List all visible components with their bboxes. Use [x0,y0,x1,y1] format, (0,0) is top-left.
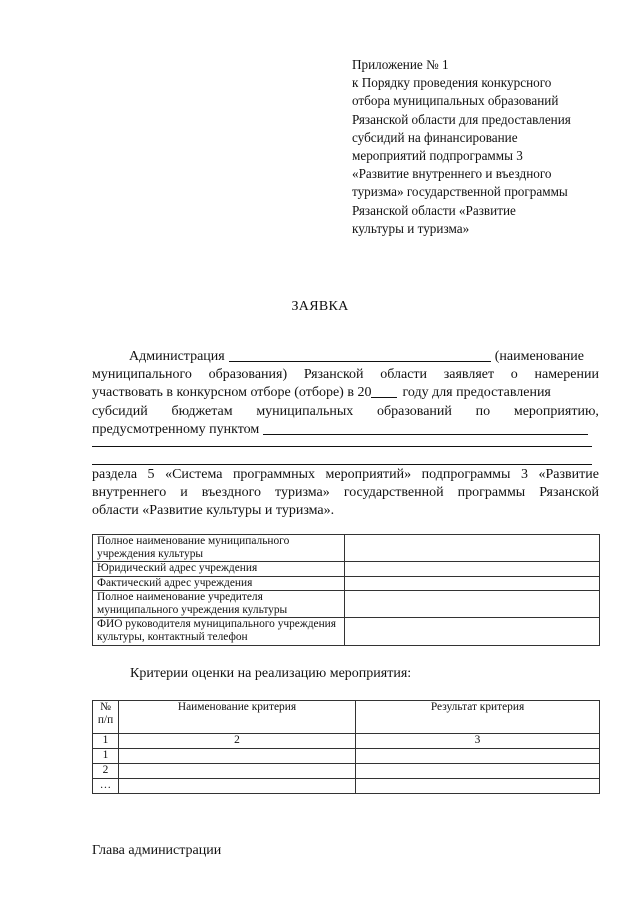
para-word: Рязанской [303,367,364,383]
para-word: программы [457,485,526,501]
para-line-5 [92,421,599,439]
para-word: субсидий [92,403,148,419]
para-line-3 [92,384,599,402]
para-line-2 [92,366,599,384]
para-word: муниципального [92,367,192,383]
para-word: муниципальных [256,403,354,419]
info-value-cell[interactable] [345,576,600,590]
para-word: туризма» [275,485,330,501]
para-text: году для предоставления [402,385,551,401]
info-value-cell[interactable] [345,618,600,645]
info-label: Полное наименование муниципального учреждения культуры [93,535,345,562]
para-word: «Система [165,467,223,482]
appendix-line: Рязанской области «Развитие [352,202,516,218]
para-word: мероприятию, [513,403,599,419]
para-word: образований [376,403,452,419]
info-label: Полное наименование учредителя муниципального учреждения культуры [93,590,345,617]
table-cell: 3 [356,734,600,749]
para-word: государственной [343,485,444,501]
blank-line[interactable] [92,446,592,447]
column-header: Результат критерия [356,701,600,734]
table-cell: 1 [93,749,119,764]
appendix-block [352,56,612,238]
table-cell[interactable] [356,779,600,794]
para-word: о [510,367,518,383]
appendix-line: Приложение № 1 [352,57,449,72]
para-text: области «Развитие культуры и туризма». [92,503,335,519]
para-word: и [180,485,188,501]
table-cell[interactable] [119,779,356,794]
table-cell[interactable] [356,749,600,764]
appendix-line: туризма» государственной программы [352,184,568,200]
municipality-blank-field[interactable] [229,348,491,362]
table-row [93,764,600,779]
clause-blank-field[interactable] [263,421,588,435]
para-line-4 [92,403,599,421]
signature-label: Глава администрации [92,843,222,858]
para-text: участвовать в конкурсном отборе (отборе) в 20 [92,385,372,401]
table-row [93,749,600,764]
para-word: въездного [201,485,261,501]
table-row [93,618,600,645]
document-title: ЗАЯВКА [291,299,349,314]
para-line-1 [92,348,599,366]
info-value-cell[interactable] [345,590,600,617]
para-line [92,502,599,520]
appendix-line: мероприятий подпрограммы 3 [352,148,523,164]
section-paragraph [92,466,599,521]
appendix-line: отбора муниципальных образований [352,93,559,109]
year-blank-field[interactable] [371,384,397,398]
column-header: Наименование критерия [119,701,356,734]
table-cell: 2 [119,734,356,749]
info-value-cell[interactable] [345,562,600,576]
table-row [93,576,600,590]
para-word: «Развитие [538,467,599,482]
info-label: ФИО руководителя муниципального учреждения культуры, контактный телефон [93,618,345,645]
para-word: бюджетам [171,403,233,419]
para-word: программных [232,467,316,482]
para-word: подпрограммы [421,467,511,482]
table-header-row [93,701,600,734]
column-header: № п/п [93,701,119,734]
para-word: по [475,403,491,419]
para-text: (наименование [494,349,584,364]
table-cell[interactable] [119,749,356,764]
info-label: Фактический адрес учреждения [93,576,345,590]
table-row [93,590,600,617]
para-word: мероприятий» [325,467,412,482]
para-word: внутреннего [92,485,167,501]
appendix-line: Рязанской области для предоставления [352,111,571,127]
para-word: заявляет [443,367,495,383]
criteria-table [92,700,600,794]
table-row [93,535,600,562]
para-line [92,484,599,502]
institution-info-table [92,534,600,646]
appendix-line: субсидий на финансирование [352,129,518,145]
table-cell[interactable] [119,764,356,779]
para-word: раздела [92,467,138,482]
table-cell: 1 [93,734,119,749]
appendix-line: к Порядку проведения конкурсного [352,75,552,91]
criteria-heading: Критерии оценки на реализацию мероприятия: [130,666,412,681]
info-label: Юридический адрес учреждения [93,562,345,576]
info-value-cell[interactable] [345,535,600,562]
blank-line[interactable] [92,464,592,465]
table-row [93,562,600,576]
table-cell: 2 [93,764,119,779]
para-word: 3 [520,467,528,482]
table-cell: … [93,779,119,794]
para-word: намерении [534,367,599,383]
table-cell[interactable] [356,764,600,779]
para-word: образования) [208,367,288,383]
para-word: Рязанской [539,485,599,501]
para-text: Администрация [129,349,225,364]
table-row [93,779,600,794]
appendix-line: «Развитие внутреннего и въездного [352,166,552,182]
para-text: предусмотренному пунктом [92,421,260,437]
para-word: 5 [147,467,155,482]
para-word: области [380,367,428,383]
application-paragraph [92,348,599,439]
appendix-line: культуры и туризма» [352,220,470,236]
table-row [93,734,600,749]
para-line [92,466,599,484]
